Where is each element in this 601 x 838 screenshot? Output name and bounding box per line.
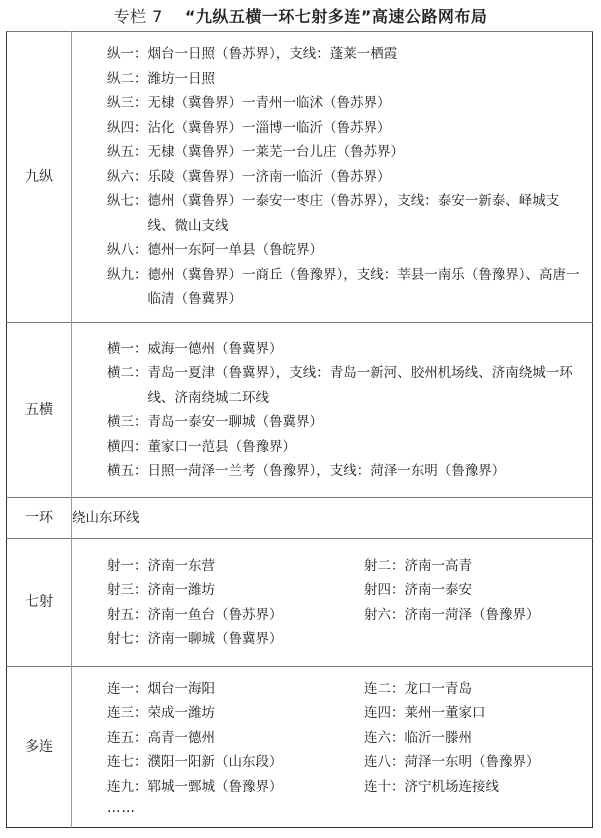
list-item (72, 165, 592, 190)
list-item (72, 91, 592, 116)
list-item (364, 701, 592, 726)
route-text: 濮阳一阳新（山东段） (147, 754, 283, 771)
list-item (107, 627, 364, 652)
route-text: 荣成一潍坊 (147, 705, 215, 722)
list-item (107, 578, 364, 603)
route-label: 纵六： (107, 168, 148, 185)
route-text: 临沂一滕州 (404, 729, 472, 746)
route-list (72, 539, 593, 667)
route-text: 无棣（冀鲁界）一青州一临沭（鲁苏界） (147, 95, 391, 112)
row-wuheng (7, 323, 593, 498)
list-item (364, 750, 592, 775)
list-item (364, 603, 592, 628)
route-label: 射七： (107, 631, 148, 647)
list-item (72, 410, 592, 435)
route-text: 绕山东环线 (72, 498, 593, 539)
list-item (107, 726, 364, 751)
category-label: 七射 (7, 539, 72, 667)
route-label: 射五： (107, 606, 148, 623)
row-yihuan (7, 498, 593, 539)
route-text: 济南一潍坊 (147, 582, 215, 598)
list-item (72, 238, 592, 263)
route-text: 董家口一范县（鲁豫界） (147, 438, 296, 455)
route-text: 德州（冀鲁界）一商丘（鲁豫界），支线：莘县一南乐（鲁豫界）、高唐一临清（鲁冀界） (147, 266, 580, 308)
list-item (72, 140, 592, 165)
route-grid (72, 554, 592, 652)
route-text: 济南一高青 (404, 557, 472, 574)
route-label: 横一： (107, 340, 148, 357)
route-text: 潍坊一日照 (147, 70, 215, 87)
list-item (364, 578, 592, 603)
highway-layout-table (6, 31, 593, 828)
list-item (72, 337, 592, 362)
route-text: 济南一东营 (147, 557, 215, 574)
route-text: 沾化（冀鲁界）一淄博一临沂（鲁苏界） (147, 119, 391, 136)
category-label: 多连 (7, 667, 72, 828)
route-text: 郓城一鄄城（鲁豫界） (147, 778, 283, 795)
route-label: 连四： (364, 705, 405, 722)
list-item (107, 701, 364, 726)
route-label: 射一： (107, 557, 148, 574)
route-label: 连六： (364, 729, 405, 746)
route-label: 连三： (107, 705, 148, 722)
list-item (107, 603, 364, 628)
route-list (72, 667, 593, 828)
list-item (364, 775, 592, 800)
route-label: 连五： (107, 729, 148, 746)
route-label: 纵一： (107, 46, 148, 63)
ellipsis: …… (107, 800, 136, 817)
route-text: 济南一鱼台（鲁苏界） (147, 606, 283, 623)
route-label: 纵九： (107, 266, 148, 283)
route-label: 纵二： (107, 70, 148, 87)
route-label: 横二： (107, 365, 148, 381)
list-item (72, 435, 592, 460)
route-text: 济宁机场连接线 (404, 778, 499, 795)
route-text: 威海一德州（鲁冀界） (147, 340, 283, 357)
list-item (364, 726, 592, 751)
route-list (72, 32, 593, 323)
route-label: 连二： (364, 680, 405, 697)
route-text: 高青一德州 (147, 729, 215, 746)
title-text: “九纵五横一环七射多连”高速公路网布局 (184, 7, 488, 26)
route-text: 青岛一夏津（鲁冀界），支线：青岛一新河、胶州机场线、济南绕城一环线、济南绕城二环线 (147, 365, 573, 406)
route-text: 青岛一泰安一聊城（鲁冀界） (147, 414, 323, 430)
route-text: 济南一聊城（鲁冀界） (147, 631, 283, 647)
list-item (107, 750, 364, 775)
route-text: 乐陵（冀鲁界）一济南一临沂（鲁苏界） (147, 168, 391, 185)
row-jiuzong (7, 32, 593, 323)
column-number: 专栏 7 (113, 7, 163, 26)
route-label: 射三： (107, 582, 148, 598)
category-label: 一环 (7, 498, 72, 539)
list-item (72, 42, 592, 67)
route-text: 济南一泰安 (404, 582, 472, 598)
route-text: 德州（冀鲁界）一泰安一枣庄（鲁苏界），支线：泰安一新泰、峄城支线、微山支线 (147, 193, 560, 234)
list-item (72, 361, 592, 410)
route-text: 菏泽一东明（鲁豫界） (404, 754, 540, 771)
route-label: 纵五： (107, 144, 148, 161)
route-label: 横三： (107, 414, 148, 430)
list-item (72, 189, 592, 238)
route-label: 射二： (364, 557, 405, 574)
route-text: 无棣（冀鲁界）一莱芜一台儿庄（鲁苏界） (147, 144, 404, 161)
route-label: 横五： (107, 463, 148, 479)
route-label: 纵八： (107, 242, 148, 259)
category-label: 九纵 (7, 32, 72, 323)
list-item (107, 554, 364, 579)
page-title (0, 4, 601, 27)
route-label: 连一： (107, 680, 148, 697)
list-item (72, 67, 592, 92)
route-label: 射六： (364, 606, 405, 623)
route-label: 射四： (364, 582, 405, 598)
route-text: 烟台一日照（鲁苏界），支线：蓬莱一栖霞 (147, 46, 398, 63)
route-list (72, 323, 593, 498)
route-label: 纵四： (107, 119, 148, 136)
category-label: 五横 (7, 323, 72, 498)
route-grid (72, 677, 592, 800)
route-text: 烟台一海阳 (147, 680, 215, 697)
route-label: 纵七： (107, 193, 148, 210)
route-text: 德州一东阿一单县（鲁皖界） (147, 242, 323, 259)
list-item (72, 263, 592, 312)
list-item (107, 775, 364, 800)
row-duolian (7, 667, 593, 828)
row-qishe (7, 539, 593, 667)
route-text: 济南一菏泽（鲁豫界） (404, 606, 540, 623)
route-label: 连七： (107, 754, 148, 771)
route-text: 莱州一董家口 (404, 705, 486, 722)
list-item (72, 116, 592, 141)
list-item (72, 459, 592, 484)
route-label: 连九： (107, 778, 148, 795)
route-label: 纵三： (107, 95, 148, 112)
route-label: 连八： (364, 754, 405, 771)
list-item (364, 554, 592, 579)
list-item (107, 677, 364, 702)
route-text: 日照一菏泽一兰考（鲁豫界），支线：菏泽一东明（鲁豫界） (147, 463, 506, 479)
list-item (364, 677, 592, 702)
route-label: 横四： (107, 438, 148, 455)
route-label: 连十： (364, 778, 405, 795)
route-text: 龙口一青岛 (404, 680, 472, 697)
